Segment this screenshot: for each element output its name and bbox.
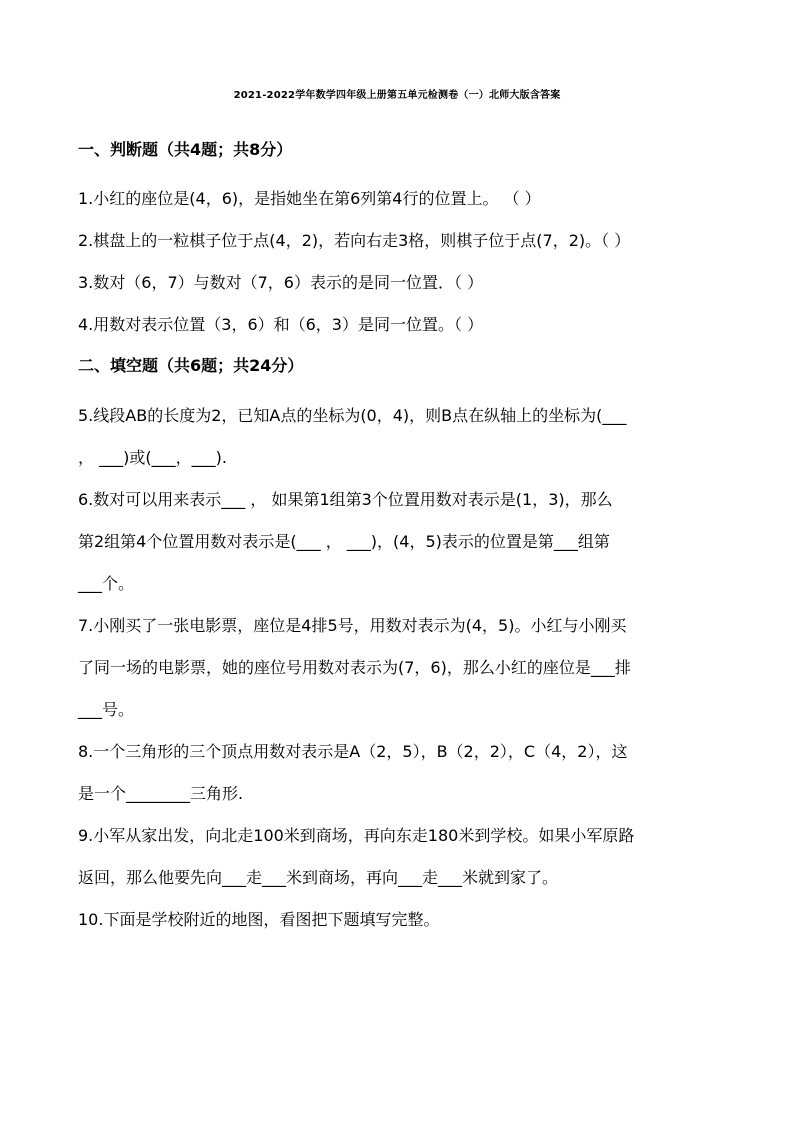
question-9-line-2: 返回，那么他要先向___走___米到商场，再向___走___米就到家了。 bbox=[78, 868, 559, 887]
question-7-line-2: 了同一场的电影票，她的座位号用数对表示为(7，6)，那么小红的座位是___排 bbox=[78, 658, 631, 677]
question-5-line-1: 5.线段AB的长度为2，已知A点的坐标为(0，4)，则B点在纵轴上的坐标为(___ bbox=[78, 406, 627, 425]
section-heading-judgment: 一、判断题（共4题；共8分） bbox=[78, 140, 293, 159]
question-9-line-1: 9.小军从家出发，向北走100米到商场，再向东走180米到学校。如果小军原路 bbox=[78, 826, 635, 845]
question-6-line-3: ___个。 bbox=[78, 574, 135, 593]
question-1: 1.小红的座位是(4，6)，是指她坐在第6列第4行的位置上。 （ ） bbox=[78, 189, 541, 208]
question-7-line-1: 7.小刚买了一张电影票，座位是4排5号，用数对表示为(4，5)。小红与小刚买 bbox=[78, 616, 627, 635]
question-7-line-3: ___号。 bbox=[78, 700, 135, 719]
question-10: 10.下面是学校附近的地图，看图把下题填写完整。 bbox=[78, 910, 440, 929]
question-5-line-2: ， ___)或(___，___). bbox=[78, 448, 227, 467]
question-3: 3.数对（6，7）与数对（7，6）表示的是同一位置．（ ） bbox=[78, 273, 484, 292]
document-title: 2021-2022学年数学四年级上册第五单元检测卷（一）北师大版含答案 bbox=[233, 90, 561, 101]
question-6-line-2: 第2组第4个位置用数对表示是(___ ， ___)，(4，5)表示的位置是第___组第 bbox=[78, 532, 610, 551]
section-heading-fill-blank: 二、填空题（共6题；共24分） bbox=[78, 356, 304, 375]
question-8-line-1: 8.一个三角形的三个顶点用数对表示是A（2，5），B（2，2），C（4，2），这 bbox=[78, 742, 628, 761]
question-6-line-1: 6.数对可以用来表示___ ， 如果第1组第3个位置用数对表示是(1，3)，那么 bbox=[78, 490, 613, 509]
question-4: 4.用数对表示位置（3，6）和（6，3）是同一位置。（ ） bbox=[78, 315, 484, 334]
question-8-line-2: 是一个________三角形. bbox=[78, 784, 244, 803]
question-2: 2.棋盘上的一粒棋子位于点(4，2)，若向右走3格，则棋子位于点(7，2)。（ ） bbox=[78, 231, 631, 250]
